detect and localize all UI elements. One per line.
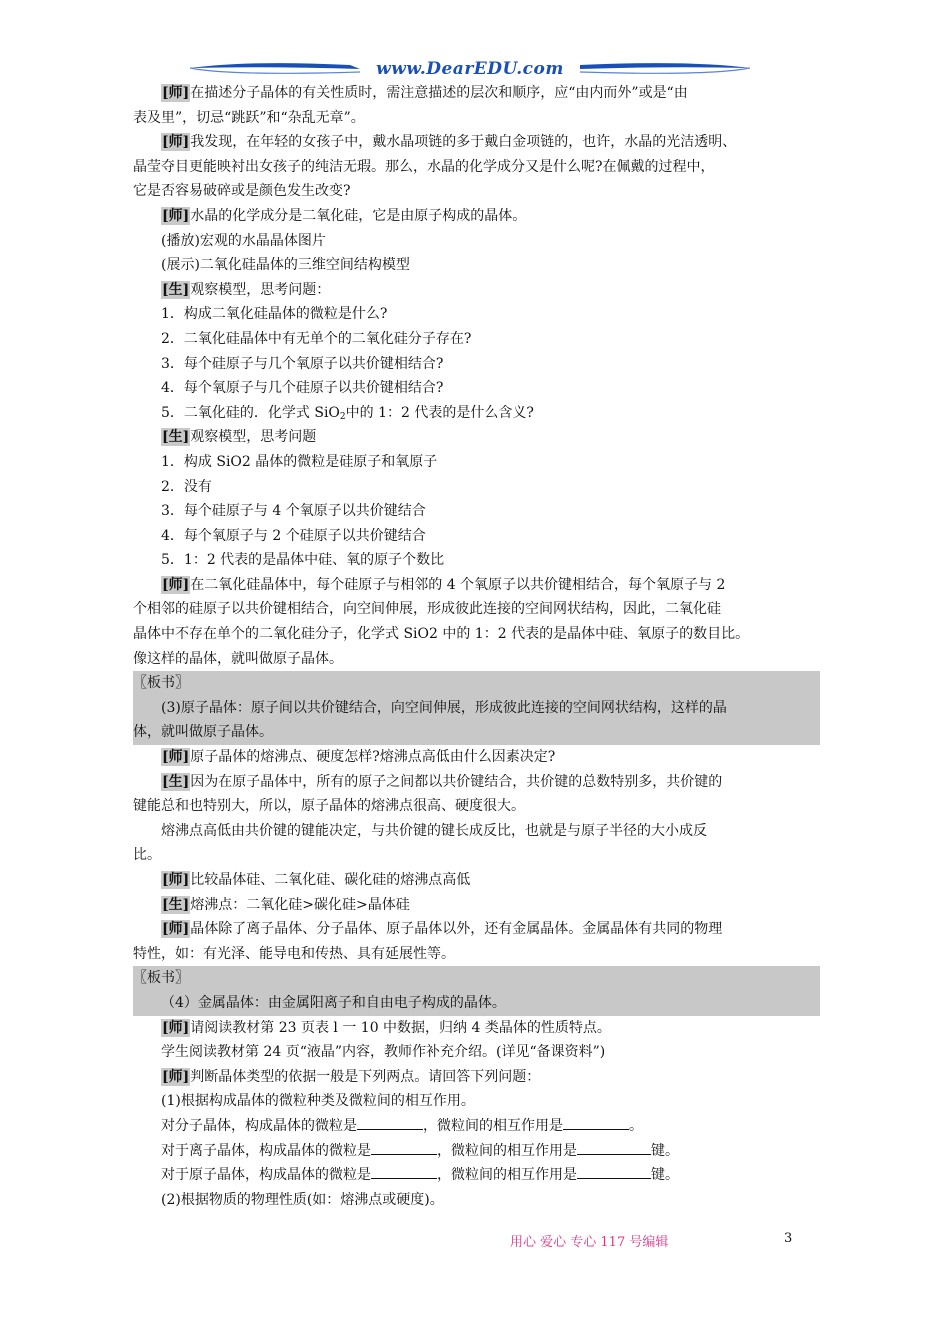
paragraph-line: 我发现，在年轻的女孩子中，戴水晶项链的多于戴白金项链的，也许，水晶的光洁透明、 <box>190 134 737 151</box>
paragraph-line: 晶体除了离子晶体、分子晶体、原子晶体以外，还有金属晶体。金属晶体有共同的物理 <box>190 921 723 938</box>
paragraph-line: 特性，如：有光泽、能导电和传热、具有延展性等。 <box>133 945 455 962</box>
fill-in-text: 键。 <box>651 1142 679 1159</box>
board-line: （4）金属晶体：由金属阳离子和自由电子构成的晶体。 <box>161 994 506 1011</box>
teacher-tag: [师] <box>162 1019 190 1036</box>
answer-blank[interactable] <box>577 1164 651 1179</box>
question-item: 3．每个硅原子与几个氧原子以共价键相结合? <box>161 355 444 372</box>
board-note-metal <box>133 966 820 1015</box>
paragraph-line: 水晶的化学成分是二氧化硅，它是由原子构成的晶体。 <box>190 207 527 224</box>
board-note-atomic <box>133 671 820 745</box>
question-item: 2．二氧化硅晶体中有无单个的二氧化硅分子存在? <box>161 330 472 347</box>
question-item: 1．构成二氧化硅晶体的微粒是什么? <box>161 306 388 323</box>
paragraph-line: 学生阅读教材第 24 页“液晶”内容，教师作补充介绍。(详见“备课资料”) <box>161 1044 606 1061</box>
paragraph-line: 表及里”，切忌“跳跃”和“杂乱无章”。 <box>133 109 365 126</box>
paragraph-line: 晶莹夺目更能映衬出女孩子的纯洁无瑕。那么，水晶的化学成分又是什么呢?在佩戴的过程中， <box>133 158 715 175</box>
teacher-tag: [师] <box>162 921 190 938</box>
fill-in-text: 对于原子晶体，构成晶体的微粒是 <box>161 1167 371 1184</box>
answer-item: 5．1：2 代表的是晶体中硅、氧的原子个数比 <box>161 552 445 569</box>
student-tag: [生] <box>162 429 190 446</box>
paragraph-line: 因为在原子晶体中，所有的原子之间都以共价键结合，共价键的总数特别多，共价键的 <box>190 773 723 790</box>
fill-in-text: ，微粒间的相互作用是 <box>437 1142 577 1159</box>
board-line: (3)原子晶体：原子间以共价键结合，向空间伸展，形成彼此连接的空间网状结构，这样的晶 <box>161 699 727 716</box>
paragraph-line: (2)根据物质的物理性质(如：熔沸点或硬度)。 <box>161 1191 444 1208</box>
paragraph-line: 像这样的晶体，就叫做原子晶体。 <box>133 650 343 667</box>
site-header <box>190 56 750 84</box>
teacher-tag: [师] <box>162 1068 190 1085</box>
paragraph-line: 键能总和也特别大，所以，原子晶体的熔沸点很高、硬度很大。 <box>133 798 525 815</box>
answer-item: 1．构成 SiO2 晶体的微粒是硅原子和氧原子 <box>161 453 438 470</box>
answer-blank[interactable] <box>371 1140 437 1155</box>
subscript: 2 <box>339 411 346 422</box>
answer-blank[interactable] <box>371 1164 437 1179</box>
teacher-tag: [师] <box>162 134 190 151</box>
teacher-tag: [师] <box>162 749 190 766</box>
paragraph-line: 观察模型，思考问题 <box>190 429 317 446</box>
paragraph-line: 观察模型，思考问题： <box>190 281 331 298</box>
paragraph-line: 判断晶体类型的依据一般是下列两点。请回答下列问题： <box>190 1068 541 1085</box>
footer-note: 用心 爱心 专心 117 号编辑 <box>510 1235 669 1250</box>
teacher-tag: [师] <box>162 207 190 224</box>
fill-in-text: 对于离子晶体，构成晶体的微粒是 <box>161 1142 371 1159</box>
paragraph-line: 熔沸点高低由共价键的键能决定，与共价键的键长成反比，也就是与原子半径的大小成反 <box>161 822 707 839</box>
paragraph-line: 在二氧化硅晶体中，每个硅原子与相邻的 4 个氧原子以共价键相结合，每个氧原子与 2 <box>190 576 726 593</box>
paragraph-line: 晶体中不存在单个的二氧化硅分子，化学式 SiO2 中的 1：2 代表的是晶体中硅、氧原子的数目比。 <box>133 626 750 643</box>
paragraph-line: (播放)宏观的水晶晶体图片 <box>161 232 326 249</box>
paragraph-line: 请阅读教材第 23 页表 l 一 10 中数据，归纳 4 类晶体的性质特点。 <box>190 1019 611 1036</box>
fill-in-text: 键。 <box>651 1167 679 1184</box>
teacher-tag: [师] <box>162 872 190 888</box>
fill-in-text: ，微粒间的相互作用是 <box>423 1117 563 1134</box>
student-tag: [生] <box>162 281 190 298</box>
question-item: 中的 1：2 代表的是什么含义? <box>345 404 534 421</box>
paragraph-line: (1)根据构成晶体的微粒种类及微粒间的相互作用。 <box>161 1093 475 1110</box>
answer-item: 3．每个硅原子与 4 个氧原子以共价键结合 <box>161 503 426 520</box>
paragraph-line: (展示)二氧化硅晶体的三维空间结构模型 <box>161 257 410 274</box>
answer-blank[interactable] <box>577 1140 651 1155</box>
document-body <box>133 81 820 1212</box>
board-label: 〖板书〗 <box>133 970 189 987</box>
answer-blank[interactable] <box>357 1115 423 1130</box>
board-line: 体，就叫做原子晶体。 <box>133 724 273 741</box>
board-label: 〖板书〗 <box>133 675 189 692</box>
paragraph-line: 在描述分子晶体的有关性质时，需注意描述的层次和顺序，应“由内而外”或是“由 <box>190 85 688 101</box>
answer-item: 4．每个氧原子与 2 个硅原子以共价键结合 <box>161 527 426 544</box>
paragraph-line: 个相邻的硅原子以共价键相结合，向空间伸展，形成彼此连接的空间网状结构，因此，二氧化硅 <box>133 601 721 618</box>
answer-item: 2．没有 <box>161 478 212 495</box>
paragraph-line: 熔沸点：二氧化硅>碳化硅>晶体硅 <box>190 896 410 913</box>
question-item: 5．二氧化硅的．化学式 SiO <box>161 404 340 421</box>
teacher-tag: [师] <box>162 85 190 101</box>
site-url[interactable]: www.DearEDU.com <box>376 59 564 79</box>
paragraph-line: 它是否容易破碎或是颜色发生改变? <box>133 183 351 200</box>
paragraph-line: 比较晶体硅、二氧化硅、碳化硅的熔沸点高低 <box>190 872 471 888</box>
teacher-tag: [师] <box>162 576 190 593</box>
paragraph-line: 比。 <box>133 847 161 864</box>
page-number: 3 <box>784 1231 793 1246</box>
answer-blank[interactable] <box>563 1115 629 1130</box>
student-tag: [生] <box>162 896 190 913</box>
question-item: 4．每个氧原子与几个硅原子以共价键相结合? <box>161 380 444 397</box>
student-tag: [生] <box>162 773 190 790</box>
fill-in-text: 。 <box>629 1117 643 1134</box>
fill-in-text: 对分子晶体，构成晶体的微粒是 <box>161 1117 357 1134</box>
paragraph-line: 原子晶体的熔沸点、硬度怎样?熔沸点高低由什么因素决定? <box>190 749 556 766</box>
fill-in-text: ，微粒间的相互作用是 <box>437 1167 577 1184</box>
